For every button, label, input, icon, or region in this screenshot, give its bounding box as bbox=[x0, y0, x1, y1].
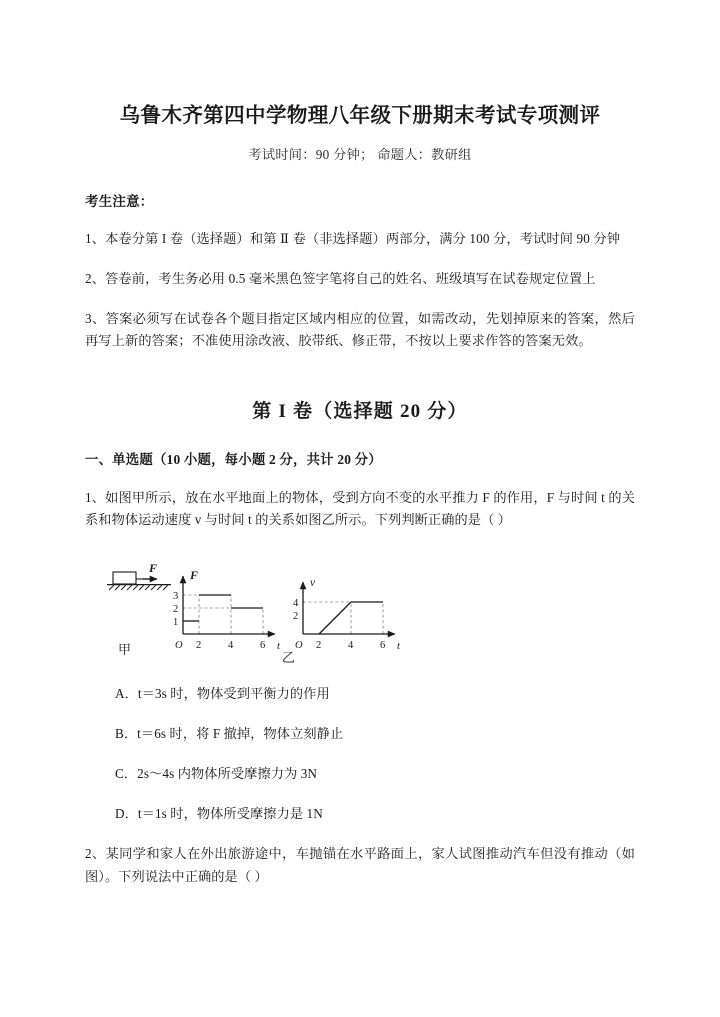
exam-subtitle: 考试时间：90 分钟； 命题人：教研组 bbox=[248, 146, 472, 162]
option-d[interactable]: D．t＝1s 时，物体所受摩擦力是 1N bbox=[115, 806, 323, 822]
question-1-figure bbox=[85, 546, 635, 664]
ft-ytick-2: 2 bbox=[173, 603, 179, 615]
option-b[interactable]: B．t＝6s 时，将 F 撤掉，物体立刻静止 bbox=[115, 726, 344, 742]
vt-yaxis-label: v bbox=[310, 576, 316, 589]
ft-xtick-6: 6 bbox=[260, 639, 266, 651]
question-1-text: 1、如图甲所示，放在水平地面上的物体，受到方向不变的水平推力 F 的作用，F 与时间 t 的关系和物体运动速度 v 与时间 t 的关系如图乙所示。下列判断正确的是（ ） bbox=[85, 489, 635, 528]
question-1-options bbox=[85, 683, 635, 825]
notice-item-2: 2、答卷前，考生务必用 0.5 毫米黑色签字笔将自己的姓名、班级填写在试卷规定位置上 bbox=[85, 270, 596, 286]
vt-xaxis-label: t bbox=[397, 640, 400, 652]
ft-ytick-3: 3 bbox=[173, 590, 179, 602]
chart-v-t bbox=[293, 577, 401, 652]
ft-yaxis-label: F bbox=[190, 567, 199, 582]
notice-heading: 考生注意： bbox=[85, 193, 154, 209]
vt-xtick-2: 2 bbox=[316, 639, 322, 651]
single-choice-heading: 一、单选题（10 小题，每小题 2 分，共计 20 分） bbox=[85, 451, 382, 467]
notice-item-3: 3、答案必须写在试卷各个题目指定区域内相应的位置，如需改动，先划掉原来的答案，然后再写上新的答案；不准使用涂改液、胶带纸、修正带，不按以上要求作答的答案无效。 bbox=[85, 310, 635, 349]
notice-item-1: 1、本卷分第 I 卷（选择题）和第 Ⅱ 卷（非选择题）两部分，满分 100 分，考试时间 90 分钟 bbox=[85, 230, 621, 246]
ft-ytick-1: 1 bbox=[173, 616, 179, 628]
page-title: 乌鲁木齐第四中学物理八年级下册期末考试专项测评 bbox=[119, 105, 601, 127]
candidate-notice-block bbox=[85, 191, 635, 353]
option-a[interactable]: A．t＝3s 时，物体受到平衡力的作用 bbox=[115, 685, 330, 701]
figure-label-yi: 乙 bbox=[282, 649, 296, 664]
vt-xtick-4: 4 bbox=[348, 639, 354, 651]
vt-ytick-2: 2 bbox=[293, 610, 299, 622]
vt-ytick-4: 4 bbox=[293, 597, 299, 609]
ft-xaxis-label: t bbox=[277, 640, 280, 652]
question-2-text: 2、某同学和家人在外出旅游途中，车抛锚在水平路面上，家人试图推动汽车但没有推动（如图）。下列说法中正确的是（ ） bbox=[85, 846, 635, 885]
paper-one-heading: 第 I 卷（选择题 20 分） bbox=[252, 400, 468, 422]
ft-origin-label: O bbox=[175, 639, 183, 651]
option-c[interactable]: C．2s～4s 内物体所受摩擦力为 3N bbox=[115, 766, 318, 782]
vt-xtick-6: 6 bbox=[380, 639, 386, 651]
ft-xtick-2: 2 bbox=[196, 639, 202, 651]
chart-f-t bbox=[173, 568, 281, 652]
figure-label-jia: 甲 bbox=[118, 641, 132, 657]
force-label-jia: F bbox=[149, 560, 158, 575]
vt-origin-label: O bbox=[295, 639, 303, 651]
ft-xtick-4: 4 bbox=[228, 639, 234, 651]
figure-jia-block-diagram bbox=[107, 572, 171, 590]
physics-figure-svg bbox=[105, 546, 405, 664]
